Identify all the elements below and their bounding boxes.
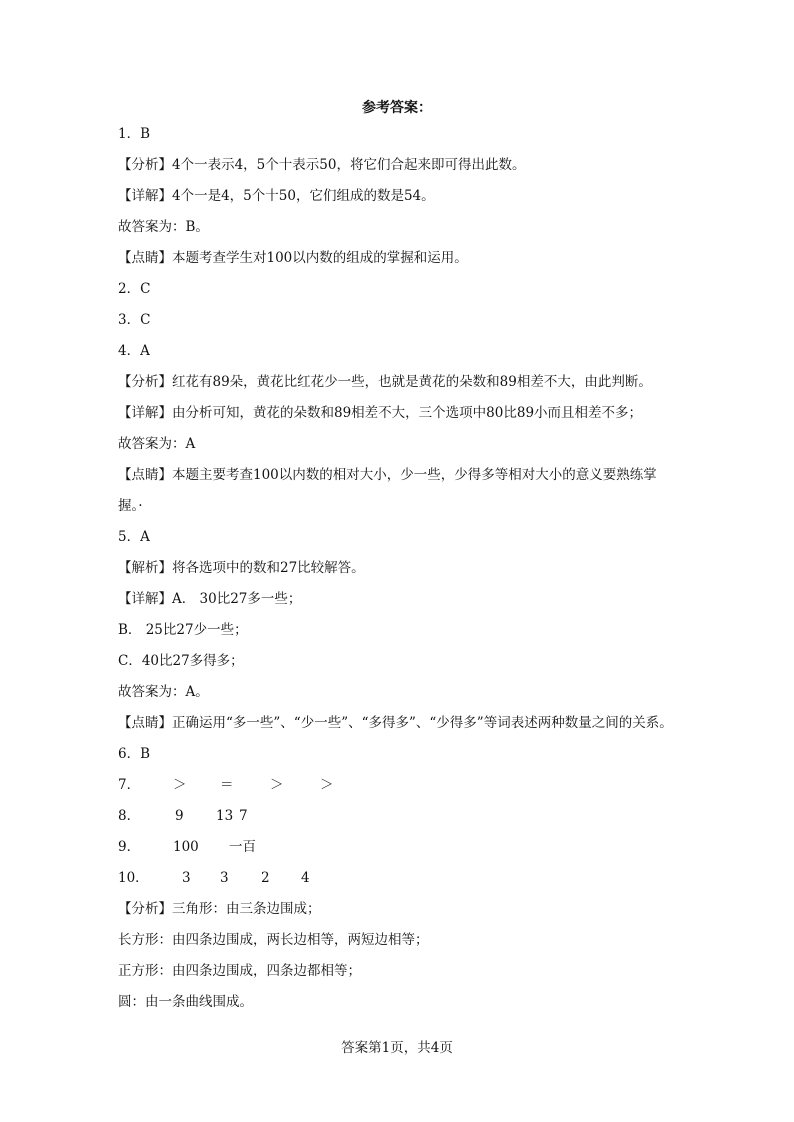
answer-line: 长方形：由四条边围成，两长边相等，两短边相等； — [118, 932, 429, 948]
answer-line: 【详解】A． 30比27多一些； — [118, 591, 302, 607]
question-number: 8． — [118, 808, 141, 824]
answer-line: B． 25比27少一些； — [118, 622, 248, 638]
answer-blank: 一百 — [229, 839, 256, 855]
answer-line: 正方形：由四条边围成，四条边都相等； — [118, 963, 361, 979]
answer-blank: 3 — [182, 870, 191, 886]
answer-blank: 2 — [261, 870, 270, 886]
answer-line: 【详解】由分析可知，黄花的朵数和89相差不大，三个选项中80比89小而且相差不多； — [118, 405, 643, 421]
answer-line: 1．B — [118, 126, 151, 142]
answer-line: 圆：由一条曲线围成。 — [118, 994, 253, 1010]
answer-line: 3．C — [118, 312, 151, 328]
answer-line: 【点睛】本题考查学生对100以内数的组成的掌握和运用。 — [118, 250, 468, 266]
answer-blank: ＝ — [220, 777, 234, 793]
answer-line: 故答案为：A。 — [118, 684, 209, 700]
answer-line: 故答案为：A — [118, 436, 196, 452]
answer-line: 【分析】4个一表示4，5个十表示50，将它们合起来即可得出此数。 — [118, 157, 526, 173]
answer-blank: 4 — [301, 870, 310, 886]
question-number: 9． — [118, 839, 141, 855]
answer-line-q10 — [118, 863, 688, 894]
page-footer: 答案第1页，共4页 — [341, 1040, 453, 1056]
answer-line-q8 — [118, 801, 688, 832]
answer-line-q9 — [118, 832, 688, 863]
answer-line: 【点睛】正确运用“多一些”、“少一些”、“多得多”、“少得多”等词表述两种数量之间的关系。 — [118, 715, 673, 731]
answer-line: 【详解】4个一是4，5个十50，它们组成的数是54。 — [118, 188, 435, 204]
answer-line: C．40比27多得多； — [118, 653, 244, 669]
answer-line: 2．C — [118, 281, 151, 297]
answer-line: 【分析】三角形：由三条边围成； — [118, 901, 321, 917]
page-title: 参考答案： — [362, 100, 432, 116]
answer-line: 5．A — [118, 529, 150, 545]
answer-line: 握。· — [118, 498, 143, 514]
answer-line-q7 — [118, 770, 688, 801]
answer-blank: 7 — [239, 808, 248, 824]
answer-blank: 9 — [175, 808, 184, 824]
answer-line: 【分析】红花有89朵，黄花比红花少一些，也就是黄花的朵数和89相差不大，由此判断。 — [118, 374, 652, 390]
answer-blank: 13 — [216, 808, 234, 824]
answer-line: 【点睛】本题主要考查100以内数的相对大小，少一些，少得多等相对大小的意义要熟练掌 — [118, 467, 657, 483]
answer-line: 6．B — [118, 746, 151, 762]
answer-blank: ＞ — [173, 777, 187, 793]
answer-blank: 100 — [173, 839, 199, 855]
answer-line: 故答案为：B。 — [118, 219, 209, 235]
answer-blank: ＞ — [320, 777, 334, 793]
answer-line: 【解析】将各选项中的数和27比较解答。 — [118, 560, 365, 576]
answer-line: 4．A — [118, 343, 150, 359]
question-number: 7． — [118, 777, 141, 793]
answer-content — [118, 119, 688, 1018]
answer-blank: 3 — [220, 870, 229, 886]
question-number: 10． — [118, 870, 149, 886]
answer-blank: ＞ — [270, 777, 284, 793]
